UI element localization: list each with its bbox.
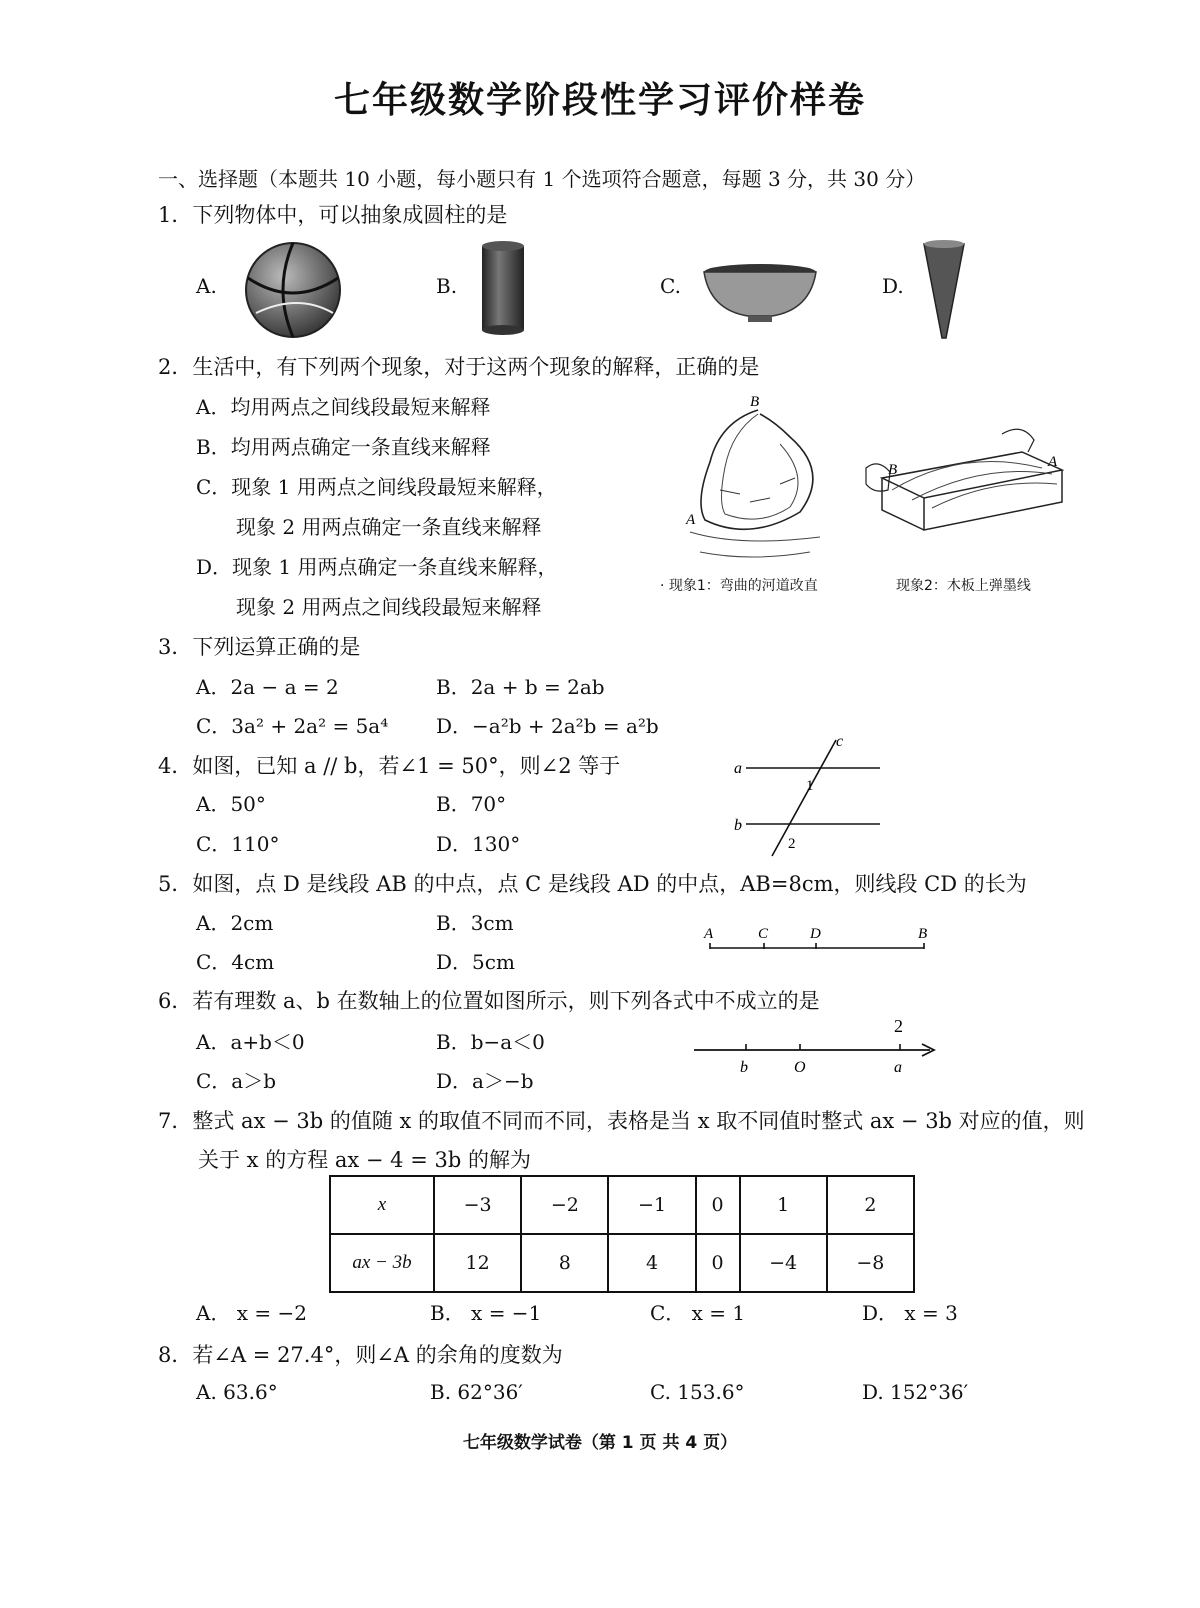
number-line-figure bbox=[690, 1012, 940, 1076]
q7-option-b: B． x = −1 bbox=[430, 1301, 542, 1325]
q7-value-table bbox=[329, 1175, 915, 1293]
table-cell: −2 bbox=[521, 1176, 608, 1234]
q1-option-c: C. bbox=[660, 274, 681, 298]
q5-stem: 5．如图，点 D 是线段 AB 的中点，点 C 是线段 AD 的中点，AB=8cm，则线段 CD 的长为 bbox=[158, 872, 1027, 896]
table-cell: ax − 3b bbox=[330, 1234, 434, 1292]
table-cell: −8 bbox=[827, 1234, 914, 1292]
table-cell: x bbox=[330, 1176, 434, 1234]
point-c-label: C bbox=[758, 926, 769, 942]
board-label-b: B bbox=[888, 462, 898, 478]
figure-caption-2: 现象2：木板上弹墨线 bbox=[896, 578, 1031, 594]
q8-option-d: D. 152°36′ bbox=[862, 1380, 969, 1404]
river-figure bbox=[680, 392, 830, 572]
line-c bbox=[772, 740, 836, 856]
page-title: 七年级数学阶段性学习评价样卷 bbox=[333, 80, 866, 121]
q1-option-b: B. bbox=[436, 274, 458, 298]
q5-option-b: B．3cm bbox=[436, 911, 514, 935]
q6-option-c: C．a＞b bbox=[196, 1069, 277, 1093]
q3-option-b: B．2a + b = 2ab bbox=[436, 675, 605, 699]
page-footer: 七年级数学试卷（第 1 页 共 4 页） bbox=[462, 1433, 738, 1453]
q5-option-d: D．5cm bbox=[436, 950, 515, 974]
q4-option-d: D．130° bbox=[436, 832, 521, 856]
origin-label: O bbox=[794, 1059, 806, 1076]
q1-option-a: A. bbox=[196, 274, 217, 298]
q5-option-c: C．4cm bbox=[196, 950, 275, 974]
q2-option-c-line1: C．现象 1 用两点之间线段最短来解释， bbox=[196, 475, 557, 499]
angle-1-label: 1 bbox=[806, 778, 814, 794]
q6-stem: 6．若有理数 a、b 在数轴上的位置如图所示，则下列各式中不成立的是 bbox=[158, 989, 820, 1013]
table-cell: −4 bbox=[740, 1234, 827, 1292]
table-cell: 0 bbox=[696, 1234, 740, 1292]
cone-image bbox=[920, 238, 968, 342]
q7-option-d: D． x = 3 bbox=[862, 1301, 958, 1325]
q8-stem: 8．若∠A = 27.4°，则∠A 的余角的度数为 bbox=[158, 1343, 563, 1367]
q4-option-a: A．50° bbox=[196, 792, 266, 816]
point-b-label: b bbox=[740, 1059, 748, 1076]
bowl-image bbox=[700, 262, 820, 326]
basketball-image bbox=[238, 238, 348, 342]
table-cell: 8 bbox=[521, 1234, 608, 1292]
q4-stem: 4．如图，已知 a // b，若∠1 = 50°，则∠2 等于 bbox=[158, 754, 621, 778]
table-cell: 1 bbox=[740, 1176, 827, 1234]
label-c: c bbox=[836, 733, 844, 750]
q2-option-b: B．均用两点确定一条直线来解释 bbox=[196, 435, 491, 459]
angle-2-label: 2 bbox=[788, 836, 796, 852]
parallel-lines-figure bbox=[730, 732, 890, 858]
q6-option-d: D．a＞−b bbox=[436, 1069, 534, 1093]
table-cell: 2 bbox=[827, 1176, 914, 1234]
q2-option-a: A．均用两点之间线段最短来解释 bbox=[196, 395, 491, 419]
handwritten-mark: 2 bbox=[894, 1016, 903, 1036]
segment-figure bbox=[700, 922, 940, 954]
q8-option-a: A. 63.6° bbox=[196, 1380, 278, 1404]
table-cell: −1 bbox=[608, 1176, 695, 1234]
q1-stem: 1．下列物体中，可以抽象成圆柱的是 bbox=[158, 203, 508, 227]
point-d-label: D bbox=[810, 926, 821, 942]
q3-option-a: A．2a − a = 2 bbox=[196, 675, 339, 699]
figure-caption-1: · 现象1：弯曲的河道改直 bbox=[660, 578, 818, 594]
q7-option-a: A． x = −2 bbox=[196, 1301, 308, 1325]
river-label-a: A bbox=[686, 512, 696, 528]
label-b: b bbox=[734, 817, 742, 834]
q3-stem: 3．下列运算正确的是 bbox=[158, 635, 361, 659]
table-row bbox=[330, 1234, 914, 1292]
q2-option-d-line1: D．现象 1 用两点确定一条直线来解释， bbox=[196, 555, 558, 579]
q3-option-c: C．3a² + 2a² = 5a⁴ bbox=[196, 714, 389, 738]
q3-option-d: D．−a²b + 2a²b = a²b bbox=[436, 714, 659, 738]
q5-option-a: A．2cm bbox=[196, 911, 274, 935]
section-heading: 一、选择题（本题共 10 小题，每小题只有 1 个选项符合题意，每题 3 分，共 30 分） bbox=[158, 167, 926, 191]
table-cell: 4 bbox=[608, 1234, 695, 1292]
board-figure bbox=[852, 418, 1068, 568]
river-label-b: B bbox=[750, 394, 760, 410]
q4-option-b: B．70° bbox=[436, 792, 507, 816]
q7-option-c: C． x = 1 bbox=[650, 1301, 746, 1325]
q4-option-c: C．110° bbox=[196, 832, 280, 856]
point-a-label: A bbox=[704, 926, 714, 942]
label-a: a bbox=[734, 760, 742, 777]
q6-option-b: B．b−a＜0 bbox=[436, 1030, 545, 1054]
point-a-label: a bbox=[894, 1059, 902, 1076]
q2-option-d-line2: 现象 2 用两点之间线段最短来解释 bbox=[236, 595, 542, 619]
q1-option-d: D. bbox=[882, 274, 904, 298]
q7-stem-line1: 7．整式 ax − 3b 的值随 x 的取值不同而不同，表格是当 x 取不同值时整式 ax − 3b 对应的值，则 bbox=[158, 1109, 1085, 1133]
q2-stem: 2．生活中，有下列两个现象，对于这两个现象的解释，正确的是 bbox=[158, 355, 760, 379]
table-cell: 12 bbox=[434, 1234, 521, 1292]
q2-option-c-line2: 现象 2 用两点确定一条直线来解释 bbox=[236, 515, 542, 539]
q8-option-c: C. 153.6° bbox=[650, 1380, 745, 1404]
point-b-label: B bbox=[918, 926, 928, 942]
table-row bbox=[330, 1176, 914, 1234]
q6-option-a: A．a+b＜0 bbox=[196, 1030, 305, 1054]
q8-option-b: B. 62°36′ bbox=[430, 1380, 523, 1404]
q7-stem-line2: 关于 x 的方程 ax − 4 = 3b 的解为 bbox=[198, 1148, 531, 1172]
cylinder-image bbox=[478, 240, 528, 336]
table-cell: −3 bbox=[434, 1176, 521, 1234]
board-label-a: A bbox=[1048, 454, 1058, 470]
table-cell: 0 bbox=[696, 1176, 740, 1234]
